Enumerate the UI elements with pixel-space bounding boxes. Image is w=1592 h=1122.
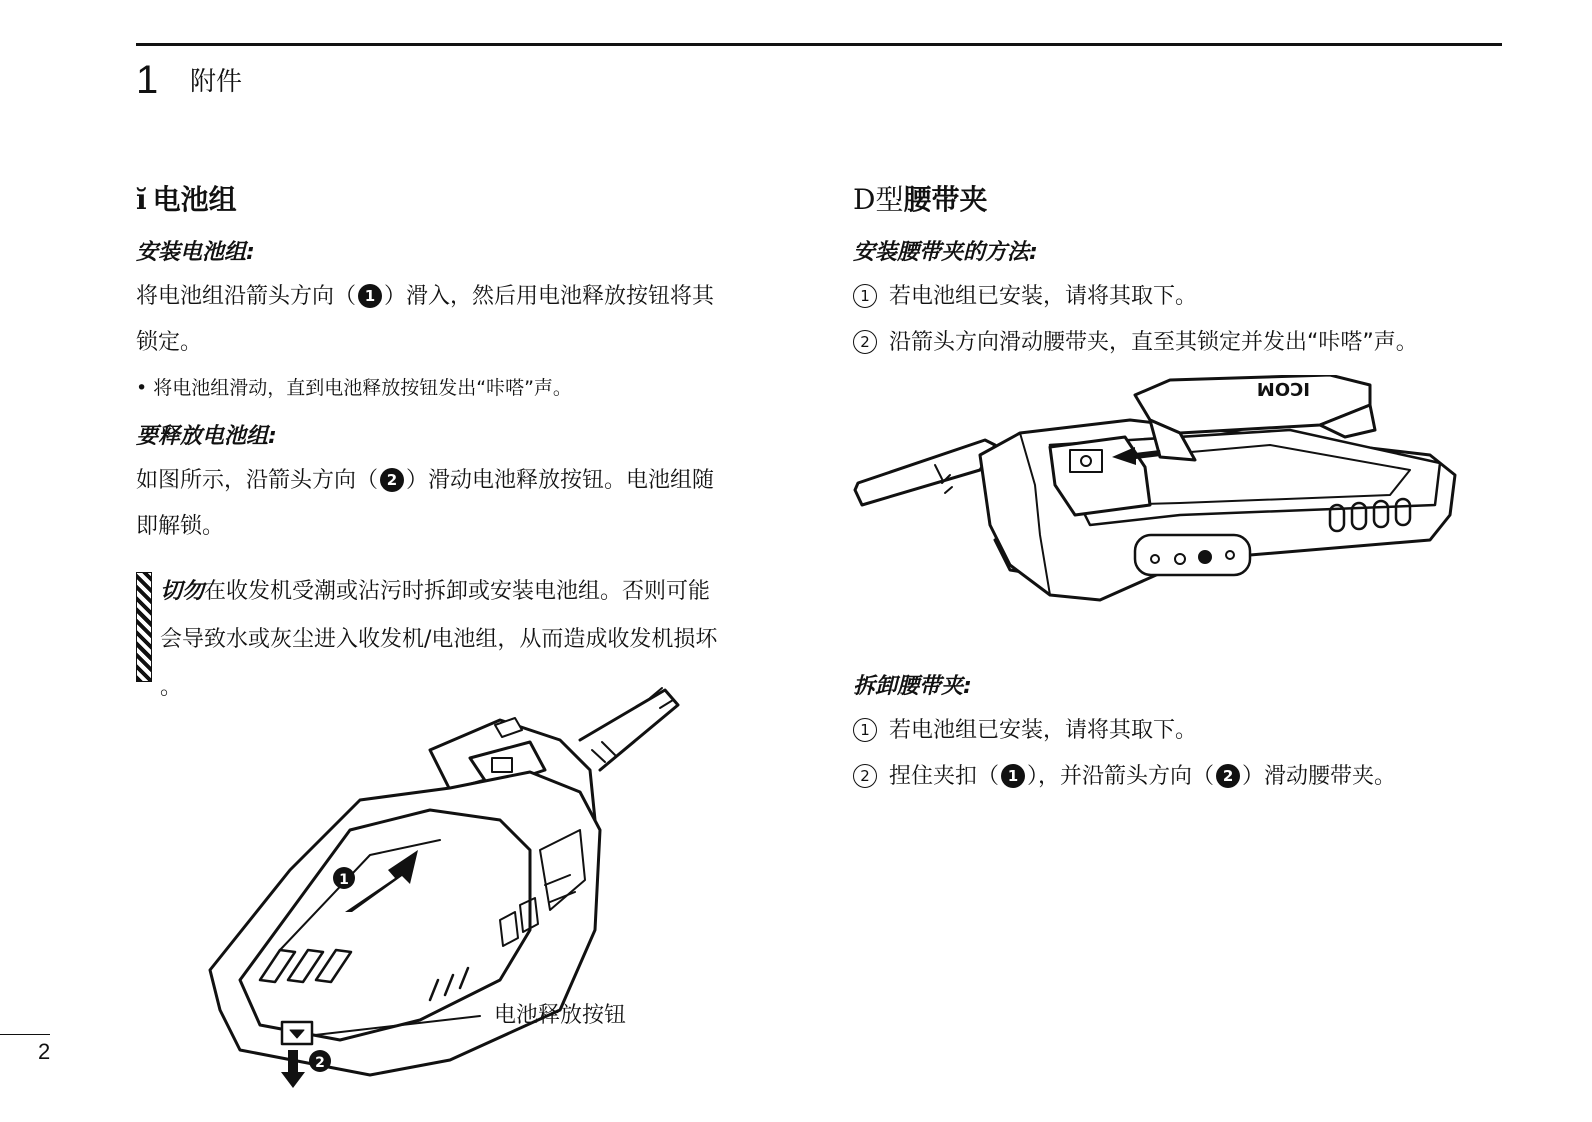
footer-rule	[0, 1034, 50, 1035]
chapter-title: 附件	[190, 67, 243, 97]
install-text-b: ）滑入，然后用电池释放按钮将其	[384, 284, 715, 309]
install-battery-text	[136, 274, 796, 366]
release-text-a: 如图所示，沿箭头方向（	[136, 468, 379, 493]
arrow-2-label: 2	[315, 1055, 325, 1071]
attach-clip-heading: 安装腰带夹的方法:	[853, 240, 1038, 265]
step-1-badge: 1	[358, 284, 382, 308]
detach-step-1	[853, 708, 1513, 754]
detach-clip-heading: 拆卸腰带夹:	[853, 674, 972, 699]
caution-text-c: 。	[160, 675, 183, 700]
section-title-text: 电池组	[152, 183, 237, 216]
attach-step-2	[853, 320, 1513, 366]
install-text-a: 将电池组沿箭头方向（	[136, 284, 357, 309]
step-text: 沿箭头方向滑动腰带夹，直至其锁定并发出“咔嗒”声。	[889, 330, 1418, 355]
caution-bold: 切勿	[160, 579, 205, 604]
page-number: 2	[38, 1039, 51, 1064]
step-text: 若电池组已安装，请将其取下。	[889, 718, 1198, 743]
step-text: 若电池组已安装，请将其取下。	[889, 284, 1198, 309]
section-glyph: ĭ	[136, 183, 147, 216]
battery-illustration	[200, 680, 700, 1110]
step-text-a: 捏住夹扣（	[889, 764, 1000, 789]
belt-clip-illustration	[850, 375, 1490, 625]
step-number: 2	[853, 330, 877, 354]
step-number: 1	[853, 718, 877, 742]
step-number: 1	[853, 284, 877, 308]
caution-text-b: 会导致水或灰尘进入收发机/电池组，从而造成收发机损坏	[160, 627, 718, 652]
arrow-1-label: 1	[339, 872, 349, 888]
header-rule	[136, 43, 1502, 46]
caution-text-a: 在收发机受潮或沾污时拆卸或安装电池组。否则可能	[204, 579, 711, 604]
belt-clip-section-title	[853, 178, 1513, 222]
battery-release-button-label: 电池释放按钮	[494, 1003, 627, 1028]
clip-brand: ICOM	[1256, 378, 1310, 399]
battery-section	[136, 178, 796, 712]
install-text-c: 锁定。	[136, 330, 203, 355]
detach-step-2	[853, 754, 1513, 800]
release-text-b: ）滑动电池释放按钮。电池组随	[406, 468, 715, 493]
caution-stripe	[136, 572, 152, 682]
step-badge-1: 1	[1001, 764, 1025, 788]
release-text-c: 即解锁。	[136, 514, 225, 539]
install-battery-note: • 将电池组滑动，直到电池释放按钮发出“咔嗒”声。	[136, 377, 572, 399]
section-glyph: D型	[853, 183, 904, 216]
step-text-c: ）滑动腰带夹。	[1242, 764, 1397, 789]
step-text-b: ），并沿箭头方向（	[1027, 764, 1215, 789]
step-number: 2	[853, 764, 877, 788]
install-battery-heading: 安装电池组:	[136, 240, 255, 265]
release-battery-heading: 要释放电池组:	[136, 424, 277, 449]
step-badge-2: 2	[1216, 764, 1240, 788]
step-2-badge: 2	[380, 468, 404, 492]
release-battery-text	[136, 458, 796, 550]
section-title-text: 腰带夹	[903, 183, 988, 216]
chapter-number: 1	[136, 58, 159, 102]
attach-step-1	[853, 274, 1513, 320]
battery-section-title	[136, 178, 796, 222]
